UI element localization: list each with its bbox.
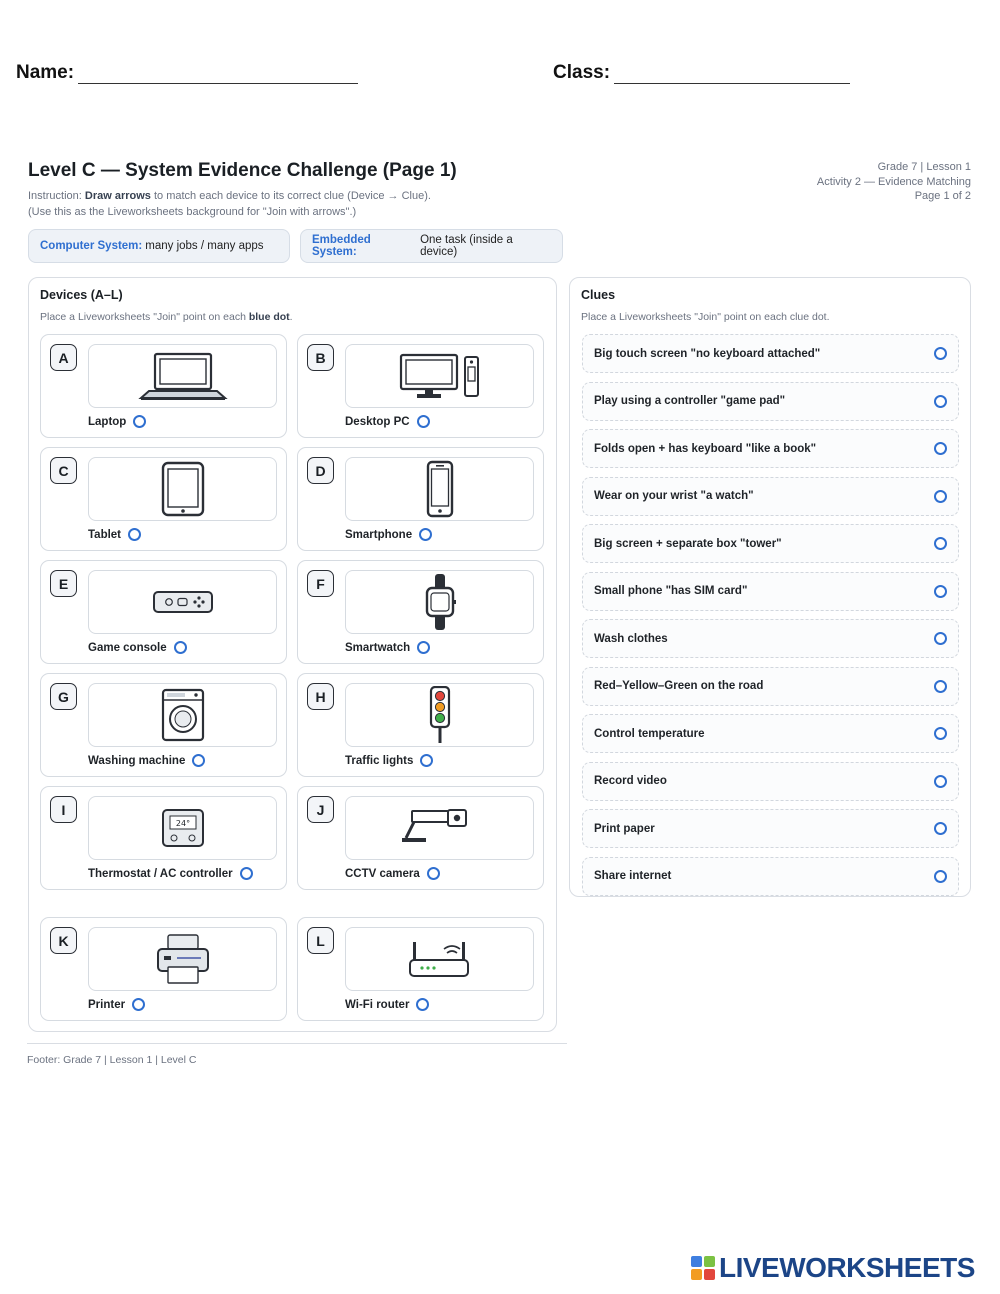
washing-machine-icon bbox=[88, 683, 277, 747]
device-label-text: Washing machine bbox=[88, 754, 186, 767]
device-label-text: Tablet bbox=[88, 528, 122, 541]
join-dot[interactable] bbox=[934, 822, 947, 835]
clue-text: Record video bbox=[594, 775, 667, 787]
class-line[interactable] bbox=[614, 66, 850, 84]
instruction-bold: Draw arrows bbox=[84, 190, 151, 202]
tablet-icon bbox=[88, 457, 277, 521]
device-label bbox=[88, 754, 205, 767]
join-dot[interactable] bbox=[934, 585, 947, 598]
definition-key: Embedded System: bbox=[312, 234, 371, 258]
device-label-text: Smartphone bbox=[345, 528, 413, 541]
clue-item bbox=[582, 334, 959, 373]
device-card-a bbox=[40, 334, 287, 438]
desktop-pc-icon bbox=[345, 344, 534, 408]
join-dot[interactable] bbox=[419, 528, 432, 541]
clue-item bbox=[582, 714, 959, 753]
clue-item bbox=[582, 619, 959, 658]
join-dot[interactable] bbox=[133, 415, 146, 428]
device-card-i bbox=[40, 786, 287, 890]
device-label bbox=[88, 641, 187, 654]
device-letter: C bbox=[50, 457, 77, 484]
device-letter: K bbox=[50, 927, 77, 954]
device-label-text: Laptop bbox=[88, 415, 127, 428]
clues-panel bbox=[569, 277, 971, 897]
device-label bbox=[345, 415, 430, 428]
instruction-rest: to match each device to its correct clue (Device → Clue). bbox=[153, 190, 431, 202]
device-letter: H bbox=[307, 683, 334, 710]
join-dot[interactable] bbox=[132, 998, 145, 1011]
device-card-c bbox=[40, 447, 287, 551]
clue-text: Folds open + has keyboard "like a book" bbox=[594, 442, 817, 455]
definition-text: many jobs / many apps bbox=[145, 240, 264, 252]
device-label bbox=[345, 528, 432, 541]
cctv-camera-icon bbox=[345, 796, 534, 860]
device-label bbox=[88, 867, 253, 880]
device-label-text: Printer bbox=[88, 998, 126, 1011]
clue-text: Big touch screen "no keyboard attached" bbox=[594, 347, 821, 360]
device-label bbox=[345, 867, 440, 880]
device-card-g bbox=[40, 673, 287, 777]
liveworksheets-logo bbox=[691, 1252, 975, 1284]
clue-text: Print paper bbox=[594, 822, 655, 835]
instruction-prefix: Instruction: bbox=[28, 190, 82, 202]
device-card-e bbox=[40, 560, 287, 664]
device-card-j bbox=[297, 786, 544, 890]
clue-text: Small phone "has SIM card" bbox=[594, 585, 748, 597]
clue-item bbox=[582, 524, 959, 563]
page-title: Level C — System Evidence Challenge (Page 1) bbox=[28, 160, 457, 181]
join-dot[interactable] bbox=[192, 754, 205, 767]
device-label bbox=[345, 998, 429, 1011]
device-letter: F bbox=[307, 570, 334, 597]
clue-item bbox=[582, 382, 959, 421]
clue-text: Big screen + separate box "tower" bbox=[594, 537, 782, 550]
device-label-text: CCTV camera bbox=[345, 867, 420, 880]
device-letter: J bbox=[307, 796, 334, 823]
devices-title: Devices (A–L) bbox=[40, 288, 123, 302]
instruction-line2: (Use this as the Liveworksheets background for "Join with arrows".) bbox=[28, 206, 357, 218]
meta-page: Page 1 of 2 bbox=[914, 190, 971, 202]
class-field[interactable] bbox=[553, 62, 850, 84]
join-dot[interactable] bbox=[420, 754, 433, 767]
device-card-h bbox=[297, 673, 544, 777]
class-label: Class: bbox=[553, 62, 611, 83]
join-dot[interactable] bbox=[934, 680, 947, 693]
join-dot[interactable] bbox=[934, 395, 947, 408]
clues-instruction: Place a Liveworksheets "Join" point on each clue dot. bbox=[581, 311, 830, 323]
device-letter: I bbox=[50, 796, 77, 823]
definition-key: Computer System: bbox=[40, 240, 143, 252]
device-letter: E bbox=[50, 570, 77, 597]
game-console-icon bbox=[88, 570, 277, 634]
device-letter: B bbox=[307, 344, 334, 371]
clue-item bbox=[582, 667, 959, 706]
device-label-text: Game console bbox=[88, 641, 167, 654]
join-dot[interactable] bbox=[174, 641, 187, 654]
clue-item bbox=[582, 857, 959, 896]
meta-grade: Grade 7 | Lesson 1 bbox=[877, 161, 971, 173]
traffic-lights-icon bbox=[345, 683, 534, 747]
clue-text: Wear on your wrist "a watch" bbox=[594, 490, 754, 502]
join-dot[interactable] bbox=[934, 442, 947, 455]
device-letter: D bbox=[307, 457, 334, 484]
device-card-l bbox=[297, 917, 544, 1021]
footer-divider bbox=[27, 1043, 567, 1044]
clue-text: Wash clothes bbox=[594, 632, 668, 645]
printer-icon bbox=[88, 927, 277, 991]
join-dot[interactable] bbox=[934, 537, 947, 550]
join-dot[interactable] bbox=[416, 998, 429, 1011]
name-field[interactable] bbox=[16, 62, 358, 84]
device-label bbox=[88, 998, 145, 1011]
definition-text: One task (inside a device) bbox=[420, 234, 513, 258]
laptop-icon bbox=[88, 344, 277, 408]
join-dot[interactable] bbox=[417, 641, 430, 654]
device-card-k bbox=[40, 917, 287, 1021]
instruction bbox=[28, 190, 431, 202]
device-label-text: Thermostat / AC controller bbox=[88, 867, 233, 880]
clue-item bbox=[582, 762, 959, 801]
device-label bbox=[345, 641, 430, 654]
device-card-d bbox=[297, 447, 544, 551]
join-dot[interactable] bbox=[934, 870, 947, 883]
device-label-text: Wi-Fi router bbox=[345, 998, 410, 1011]
meta-activity: Activity 2 — Evidence Matching bbox=[816, 175, 971, 188]
join-dot[interactable] bbox=[934, 727, 947, 740]
device-label-text: Desktop PC bbox=[345, 415, 410, 428]
device-label bbox=[88, 528, 141, 541]
join-dot[interactable] bbox=[128, 528, 141, 541]
devices-sub-bold: blue dot bbox=[248, 311, 290, 323]
join-dot[interactable] bbox=[934, 490, 947, 503]
clue-text: Red–Yellow–Green on the road bbox=[594, 680, 764, 692]
device-label-text: Smartwatch bbox=[345, 641, 411, 654]
footer: Footer: Grade 7 | Lesson 1 | Level C bbox=[27, 1054, 197, 1066]
device-label bbox=[345, 754, 433, 767]
name-line[interactable] bbox=[78, 66, 358, 84]
clue-item bbox=[582, 572, 959, 611]
join-dot[interactable] bbox=[417, 415, 430, 428]
wifi-router-icon bbox=[345, 927, 534, 991]
logo-blocks-icon bbox=[691, 1256, 715, 1280]
clue-item bbox=[582, 477, 959, 516]
clue-text: Share internet bbox=[594, 870, 672, 882]
join-dot[interactable] bbox=[934, 632, 947, 645]
device-label bbox=[88, 415, 146, 428]
join-dot[interactable] bbox=[934, 347, 947, 360]
devices-sub-prefix: Place a Liveworksheets "Join" point on each bbox=[40, 311, 246, 323]
definition-computer-system bbox=[28, 229, 290, 263]
name-label: Name: bbox=[16, 62, 75, 83]
device-label-text: Traffic lights bbox=[345, 754, 414, 767]
devices-instruction bbox=[40, 311, 293, 323]
device-card-b bbox=[297, 334, 544, 438]
clues-title: Clues bbox=[581, 288, 616, 302]
clue-item bbox=[582, 429, 959, 468]
device-letter: L bbox=[307, 927, 334, 954]
brand-text: LIVEWORKSHEETS bbox=[719, 1252, 975, 1283]
thermostat-reading: 24° bbox=[175, 819, 190, 828]
clue-text: Control temperature bbox=[594, 727, 705, 740]
thermostat-icon bbox=[88, 796, 277, 860]
clue-text: Play using a controller "game pad" bbox=[594, 395, 786, 407]
join-dot[interactable] bbox=[427, 867, 440, 880]
smartwatch-icon bbox=[345, 570, 534, 634]
definition-embedded-system bbox=[300, 229, 563, 263]
device-letter: A bbox=[50, 344, 77, 371]
clue-item bbox=[582, 809, 959, 848]
worksheet-meta bbox=[817, 160, 971, 204]
device-letter: G bbox=[50, 683, 77, 710]
join-dot[interactable] bbox=[240, 867, 253, 880]
device-card-f bbox=[297, 560, 544, 664]
smartphone-icon bbox=[345, 457, 534, 521]
devices-sub-suffix: . bbox=[289, 311, 293, 323]
join-dot[interactable] bbox=[934, 775, 947, 788]
